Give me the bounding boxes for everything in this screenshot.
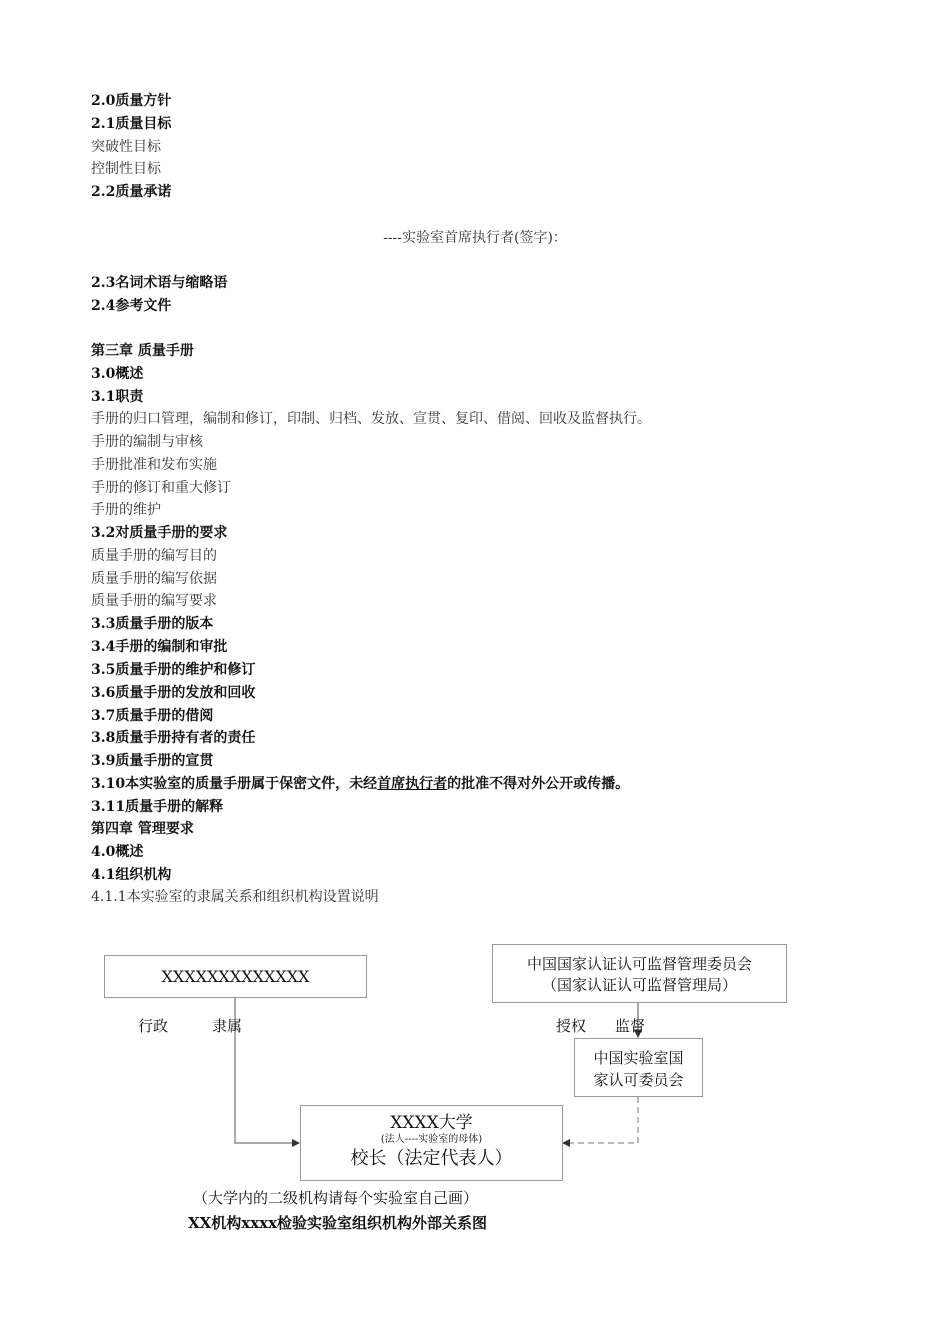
chapter-4-title: 第四章 管理要求 — [91, 821, 194, 837]
text-3-2-b: 质量手册的编写依据 — [91, 571, 217, 587]
text-3-1-d: 手册的修订和重大修订 — [91, 480, 231, 496]
label-admin: 行政 — [138, 1017, 169, 1035]
text-4-1-1: 4.1.1本实验室的隶属关系和组织机构设置说明 — [91, 889, 379, 905]
heading-3-10-prefix: 3.10本实验室的质量手册属于保密文件，未经 — [91, 776, 378, 792]
heading-2-3: 2.3名词术语与缩略语 — [91, 275, 228, 291]
box-cnca-line2: （国家认证认可监督管理局） — [541, 976, 737, 994]
heading-3-11: 3.11质量手册的解释 — [91, 799, 224, 815]
heading-3-5: 3.5质量手册的维护和修订 — [91, 662, 256, 678]
text-3-1-c: 手册批准和发布实施 — [91, 457, 217, 473]
text-breakthrough-goal: 突破性目标 — [91, 139, 161, 155]
heading-3-9: 3.9质量手册的宣贯 — [91, 753, 214, 769]
text-3-1-a: 手册的归口管理，编制和修订，印制、归档、发放、宣贯、复印、借阅、回收及监督执行。 — [91, 411, 651, 427]
heading-3-4: 3.4手册的编制和审批 — [91, 639, 228, 655]
heading-2-4: 2.4参考文件 — [91, 298, 172, 314]
heading-3-6: 3.6质量手册的发放和回收 — [91, 685, 256, 701]
diagram-note: （大学内的二级机构请每个实验室自己画） — [193, 1189, 479, 1207]
connector-accreditation — [563, 1097, 638, 1143]
heading-4-0: 4.0概述 — [91, 844, 144, 860]
text-3-2-c: 质量手册的编写要求 — [91, 593, 217, 609]
heading-3-1: 3.1职责 — [91, 389, 144, 405]
heading-2-0: 2.0质量方针 — [91, 93, 172, 109]
heading-2-2: 2.2质量承诺 — [91, 184, 172, 200]
box-cnca — [492, 944, 787, 1003]
text-3-1-e: 手册的维护 — [91, 502, 161, 518]
text-3-1-b: 手册的编制与审核 — [91, 434, 203, 450]
box-ministry-label: XXXXXXXXXXXXX — [161, 967, 310, 986]
box-university — [300, 1105, 563, 1181]
heading-4-1: 4.1组织机构 — [91, 867, 172, 883]
box-university-name: XXXX大学 — [390, 1113, 473, 1133]
heading-3-10-underlined: 首席执行者 — [377, 776, 448, 792]
box-cnas-line2: 家认可委员会 — [593, 1071, 684, 1089]
signature-line: ----实验室首席执行者(签字)： — [383, 230, 567, 246]
box-ministry — [104, 955, 367, 998]
heading-3-0: 3.0概述 — [91, 366, 144, 382]
text-control-goal: 控制性目标 — [91, 161, 161, 177]
box-university-president: 校长（法定代表人） — [350, 1148, 513, 1169]
box-cnas — [574, 1038, 703, 1097]
text-3-2-a: 质量手册的编写目的 — [91, 548, 217, 564]
heading-3-2: 3.2对质量手册的要求 — [91, 525, 228, 541]
box-university-note: (法人----实验室的母体) — [380, 1134, 483, 1145]
box-cnas-line1: 中国实验室国 — [593, 1049, 684, 1067]
heading-2-1: 2.1质量目标 — [91, 116, 172, 132]
diagram-caption: XX机构xxxx检验实验室组织机构外部关系图 — [188, 1214, 488, 1232]
heading-3-10-suffix: 的批准不得对外公开或传播。 — [447, 776, 630, 792]
label-supervise: 监督 — [615, 1017, 646, 1035]
label-subordinate: 隶属 — [212, 1017, 243, 1035]
heading-3-3: 3.3质量手册的版本 — [91, 616, 214, 632]
heading-3-7: 3.7质量手册的借阅 — [91, 708, 214, 724]
box-cnca-line1: 中国国家认证认可监督管理委员会 — [526, 955, 752, 973]
heading-3-8: 3.8质量手册持有者的责任 — [91, 730, 256, 746]
connector-admin — [235, 998, 299, 1143]
chapter-3-title: 第三章 质量手册 — [91, 343, 194, 359]
label-authorize: 授权 — [556, 1017, 587, 1035]
